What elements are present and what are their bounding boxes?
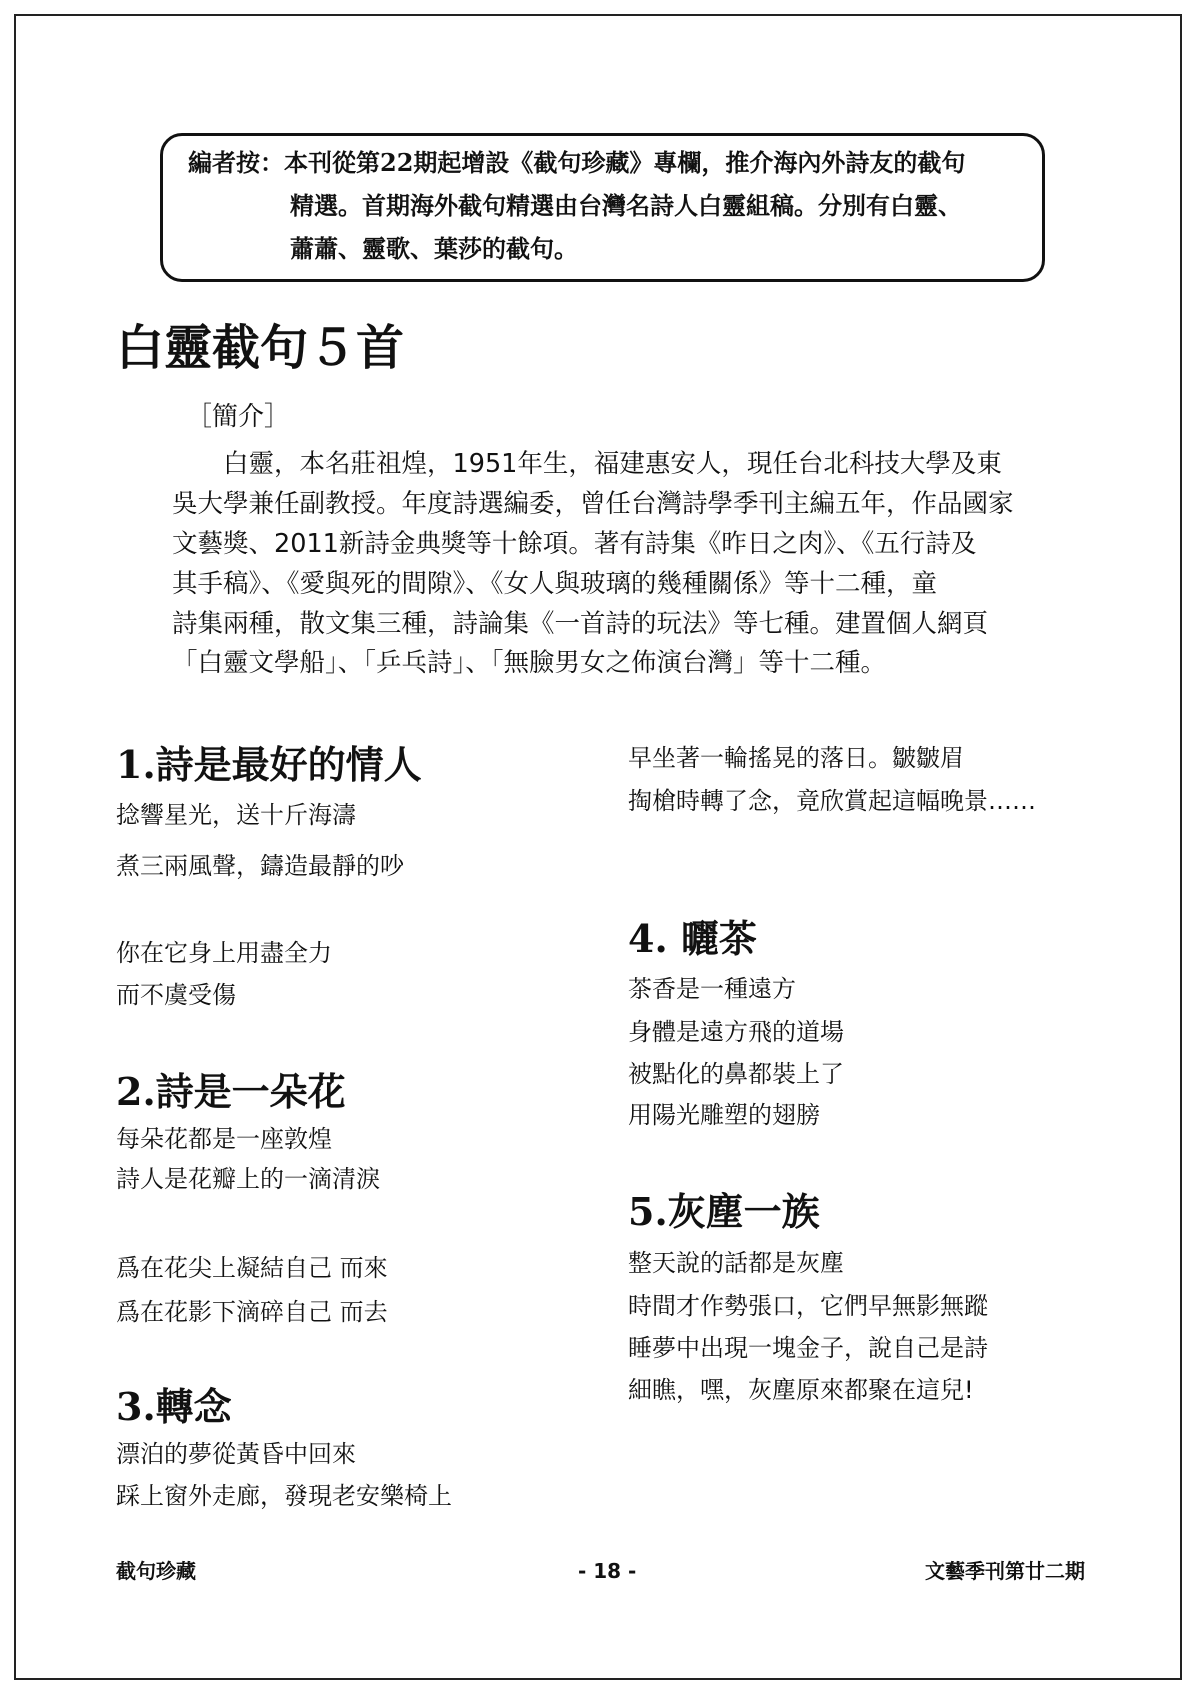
intro-line-1: 白靈，本名莊祖煌，1951年生，福建惠安人，現任台北科技大學及東 (172, 449, 1002, 479)
page-title: 白靈截句５首 (116, 320, 405, 376)
poem-1-line-1: 捻響星光，送十斤海濤 (116, 801, 356, 829)
poem-5-line-3: 睡夢中出現一塊金子，說自己是詩 (628, 1334, 988, 1362)
poem-4-line-2: 身體是遠方飛的道場 (628, 1018, 844, 1046)
intro-line-4: 其手稿》、《愛與死的間隙》、《女人與玻璃的幾種關係》等十二種，童 (172, 569, 938, 599)
poem-3-line-3: 早坐著一輪搖晃的落日。皺皺眉 (628, 744, 964, 772)
intro-line-3: 文藝獎、2011新詩金典獎等十餘項。著有詩集《昨日之肉》、《五行詩及 (172, 529, 977, 559)
poem-title-1: 1.詩是最好的情人 (116, 742, 422, 787)
footer-page-number: - 18 - (578, 1559, 637, 1583)
poem-4-line-1: 茶香是一種遠方 (628, 975, 796, 1003)
intro-line-5: 詩集兩種，散文集三種，詩論集《一首詩的玩法》等七種。建置個人網頁 (172, 609, 989, 639)
intro-line-6: 「白靈文學船」、「乒乓詩」、「無臉男女之佈演台灣」等十二種。 (172, 648, 887, 678)
poem-3-line-2: 踩上窗外走廊，發現老安樂椅上 (116, 1482, 452, 1510)
poem-5-line-4: 細瞧，嘿，灰塵原來都聚在這兒! (628, 1376, 974, 1404)
poem-1-line-3: 你在它身上用盡全力 (116, 939, 332, 967)
poem-2-line-2: 詩人是花瓣上的一滴清淚 (116, 1165, 380, 1193)
footer-issue-name: 文藝季刊第廿二期 (925, 1559, 1085, 1583)
poem-3-line-1: 漂泊的夢從黃昏中回來 (116, 1440, 356, 1468)
intro-label: ［簡介］ (186, 402, 291, 432)
poem-1-line-2: 煮三兩風聲，鑄造最靜的吵 (116, 852, 404, 880)
editor-note-line-3: 蕭蕭、靈歌、葉莎的截句。 (290, 234, 578, 263)
poem-2-line-3: 爲在花尖上凝結自己 而來 (116, 1254, 388, 1282)
poem-3-line-4: 掏槍時轉了念，竟欣賞起這幅晚景…… (628, 787, 1036, 815)
poem-title-5: 5.灰塵一族 (628, 1189, 820, 1234)
poem-5-line-2: 時間才作勢張口，它們早無影無蹤 (628, 1292, 988, 1320)
poem-4-line-4: 用陽光雕塑的翅膀 (628, 1101, 820, 1129)
editor-note-line-2: 精選。首期海外截句精選由台灣名詩人白靈組稿。分別有白靈、 (290, 191, 962, 220)
poem-title-4: 4. 曬茶 (628, 916, 757, 961)
editor-note-line-1: 編者按：本刊從第22期起增設《截句珍藏》專欄，推介海內外詩友的截句 (188, 148, 966, 177)
poem-5-line-1: 整天說的話都是灰塵 (628, 1249, 844, 1277)
footer-section-name: 截句珍藏 (116, 1559, 196, 1583)
poem-2-line-1: 每朵花都是一座敦煌 (116, 1125, 332, 1153)
intro-line-2: 吳大學兼任副教授。年度詩選編委，曾任台灣詩學季刊主編五年，作品國家 (172, 489, 1014, 519)
poem-title-3: 3.轉念 (116, 1384, 232, 1429)
poem-4-line-3: 被點化的鼻都裝上了 (628, 1060, 844, 1088)
poem-2-line-4: 爲在花影下滴碎自己 而去 (116, 1298, 388, 1326)
poem-1-line-4: 而不虞受傷 (116, 981, 236, 1009)
poem-title-2: 2.詩是一朵花 (116, 1069, 346, 1114)
